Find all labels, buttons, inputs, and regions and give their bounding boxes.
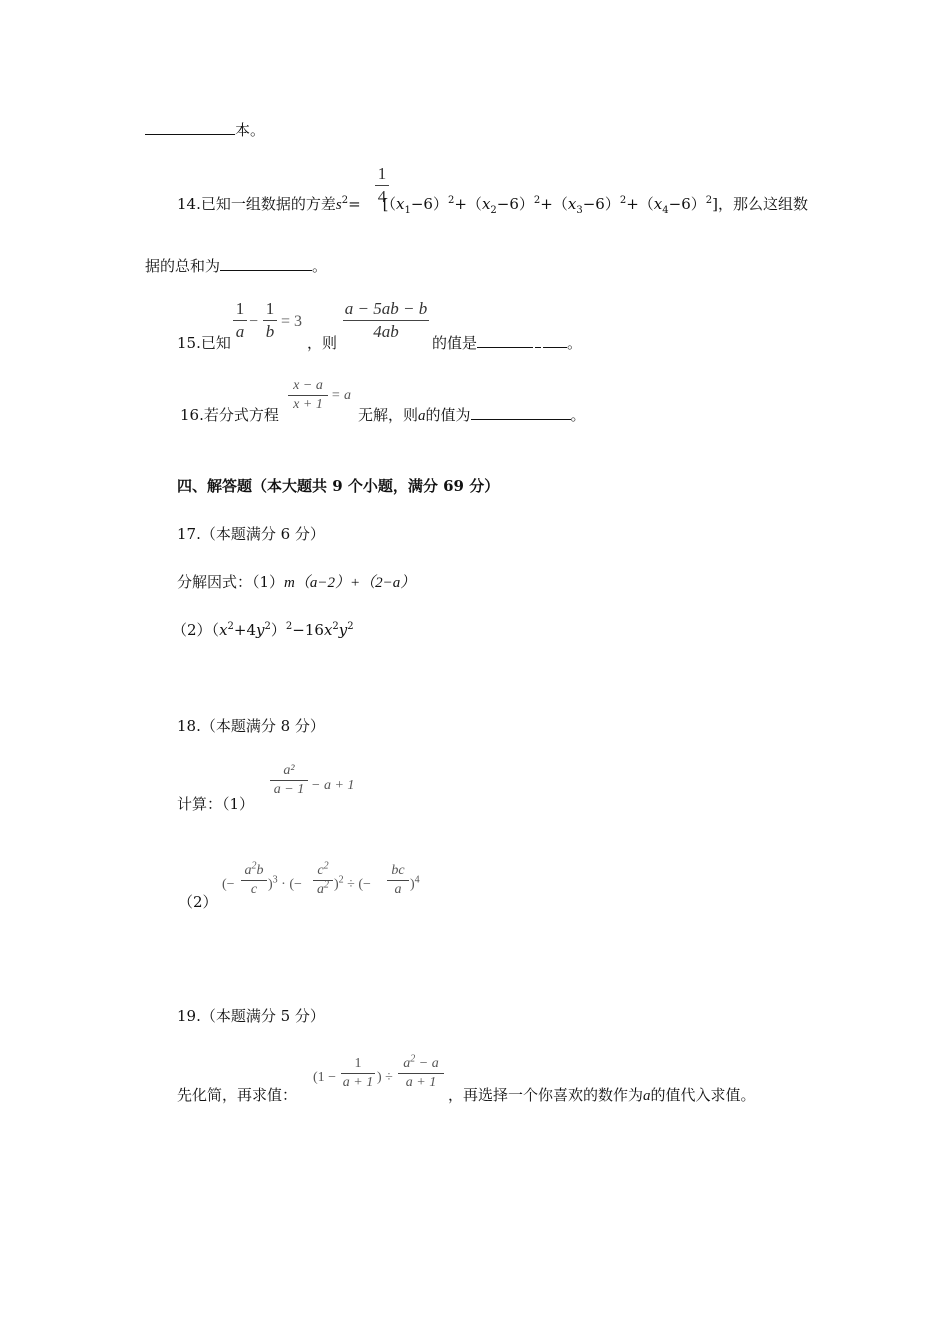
q17-part1: 分解因式：（1）m（a−2）+（2−a） (177, 573, 416, 591)
q14-line2: 据的总和为 。 (145, 257, 328, 275)
q14-variance-formula: $[(x_1-6)^2+(x_2-6)^2+(x_3-6)^2+(x_4-6)^2]$ (382, 195, 718, 216)
q15-line: 15.已知 (177, 334, 231, 352)
q18-fraction-1: a² a − 1 (270, 762, 308, 799)
q19-expr: (1 − (313, 1070, 337, 1085)
q13-answer-line: 本。 (145, 120, 265, 140)
q15-fraction-1b: 1 b (263, 298, 277, 343)
q18-part2-expr: (− (222, 877, 235, 892)
q19-intro: 先化简，再求值： (177, 1086, 298, 1104)
q14-fraction: 1 4 (375, 163, 389, 208)
worksheet-page: 本。 1 4 14.已知一组数据的方差$s^2= [(x_1-6)^2+(x_2-6)^2+(x_3-6)^2+(x_4-6)^2]$，那么这组数 据的总和为 。 1 a − 1 b = 3 a − 5ab − b 4ab 15.已知 ，则 的值是 。 x − a x + 1 = a 16.若分式方程 无解，则a的值为 。 四、解答题（本大题共 9 个小题，满分 69 分） 17.（本题满分 6 分） 分解因式：（1）m（a−2）+（2−a） $(2)(x^2+4y^2)^2-16x^2y^2$ 18.（本题满分 8 分） a² a − 1 − a + 1 计算：（1） （2） (− $a^2b$ c )$^3$ · (− $c^2$ $a^2$ )$^2$ ÷ (− bc a )$^4$ 19.（本题满分 5 分） (1 − 1 a + 1 ) ÷ $a^2 - a$ a + 1 先化简，再求值： ，再选择一个你喜欢的数作为a的值代入求值。 (145, 121, 808, 1104)
q14-line: 14.已知一组数据的方差$s^2= [(x_1-6)^2+(x_2-6)^2+(x_3-6)^2+(x_4-6)^2]$，那么这组数 (177, 195, 808, 216)
q19-instruction: ，再选择一个你喜欢的数作为a的值代入求值。 (448, 1086, 756, 1104)
q18-part2-label: （2） (178, 893, 218, 911)
q18-title: 18.（本题满分 8 分） (177, 717, 325, 735)
q16-fraction: x − a x + 1 (288, 377, 328, 414)
q17-part2-expr: $(x^2+4y^2)^2-16x^2y^2$ (211, 621, 354, 639)
q15-fraction-expr: a − 5ab − b 4ab (344, 299, 428, 341)
q18-part1: 计算：（1） (177, 795, 255, 813)
answer-blank (220, 256, 312, 271)
q15-fraction-1a: 1 a (233, 298, 247, 343)
answer-blank (145, 120, 235, 135)
answer-blank (477, 333, 533, 348)
q17-title: 17.（本题满分 6 分） (177, 525, 325, 543)
q19-title: 19.（本题满分 5 分） (177, 1007, 325, 1025)
q16-line: 16.若分式方程 (180, 406, 279, 424)
answer-blank (471, 405, 571, 420)
q17-part2: $(2)(x^2+4y^2)^2-16x^2y^2$ (172, 621, 354, 639)
section-heading: 四、解答题（本大题共 9 个小题，满分 69 分） (177, 477, 500, 495)
